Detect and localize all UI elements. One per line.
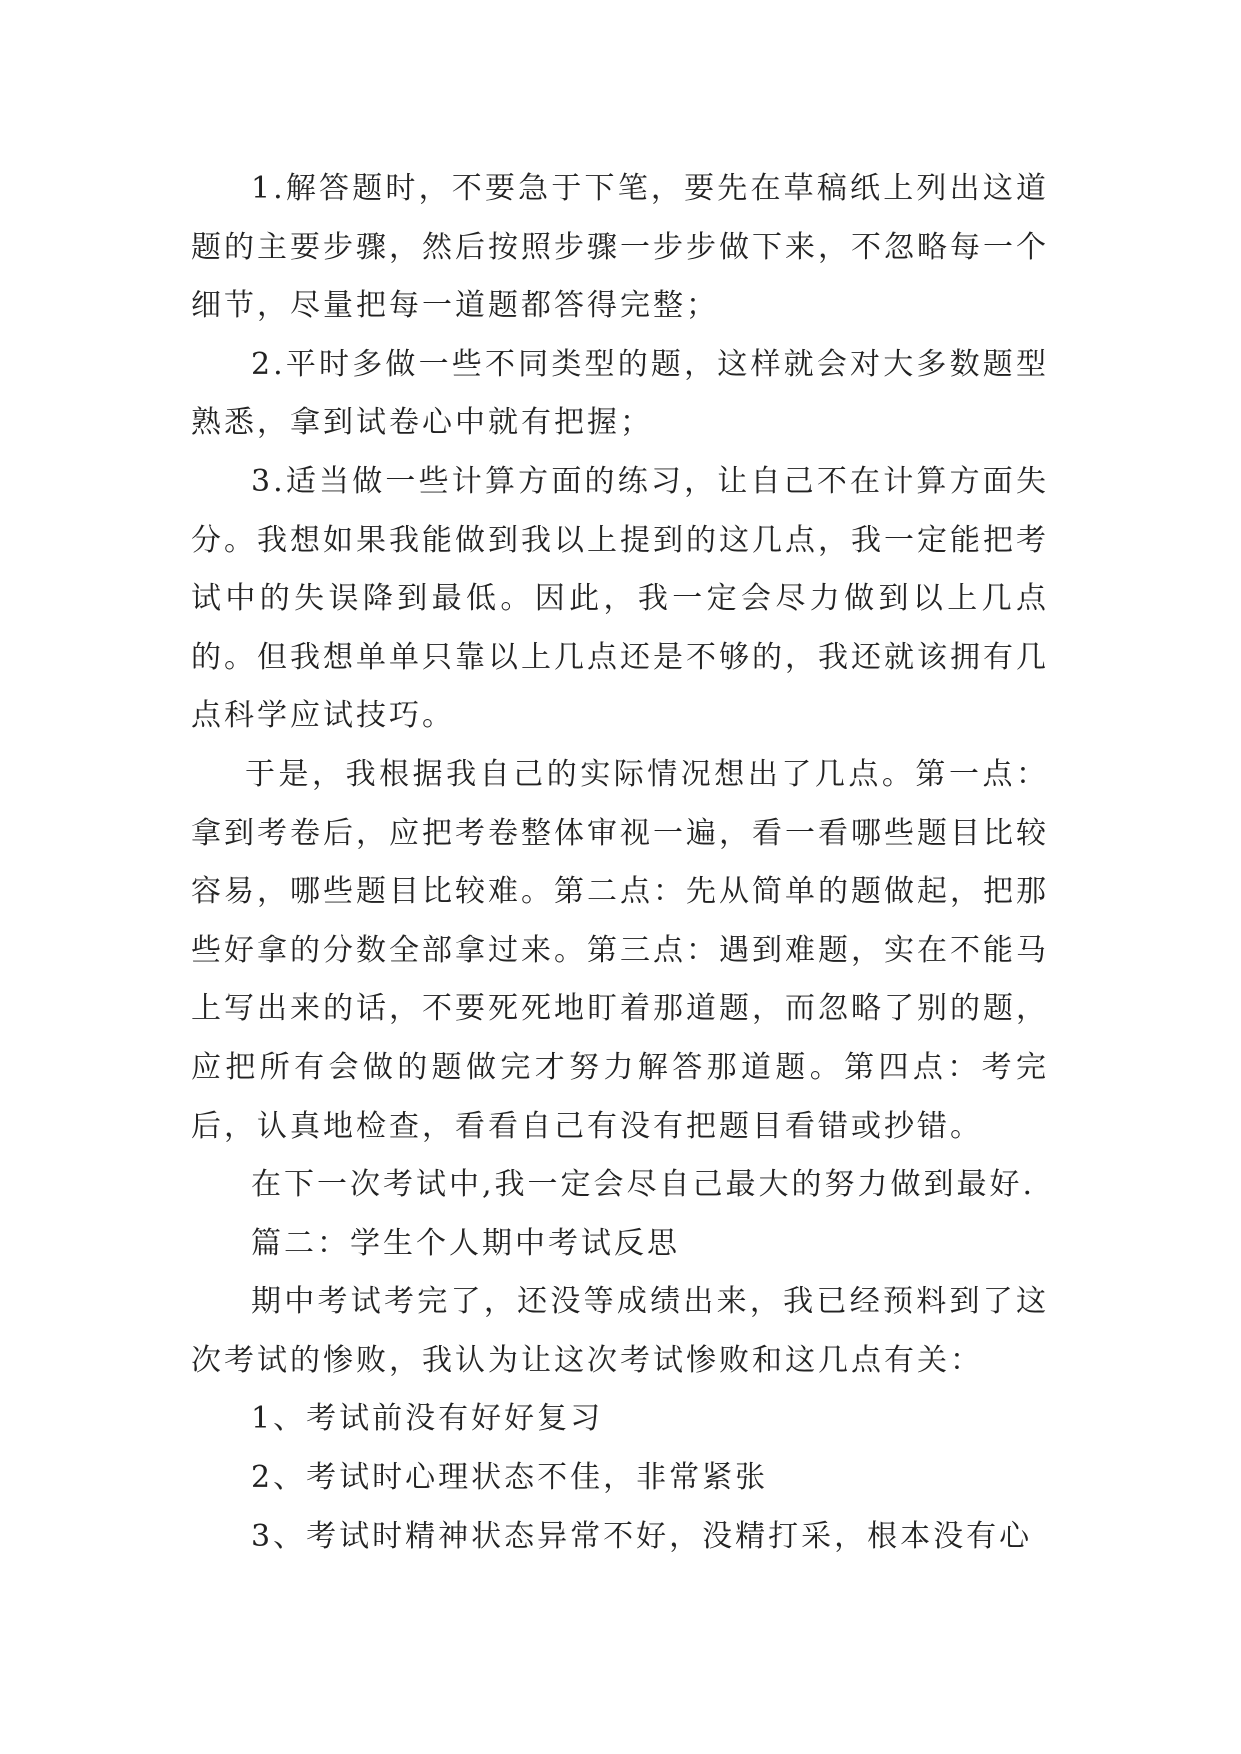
section-heading: 篇二：学生个人期中考试反思 <box>251 1225 680 1261</box>
paragraph-5: 在下一次考试中,我一定会尽自己最大的努力做到最好. <box>251 1167 1036 1203</box>
list-item-1: 1、考试前没有好好复习 <box>251 1401 604 1437</box>
paragraph-6: 期中考试考完了，还没等成绩出来，我已经预料到了这次考试的惨败，我认为让这次考试惨败和这几点有关： <box>191 1284 1049 1378</box>
paragraph-3: 3.适当做一些计算方面的练习，让自己不在计算方面失分。我想如果我能做到我以上提到的这几点，我一定能把考试中的失误降到最低。因此，我一定会尽力做到以上几点的。但我想单单只靠以上几点还是不够的，我还就该拥有几点科学应试技巧。 <box>191 463 1049 734</box>
list-item-3: 3、考试时精神状态异常不好，没精打采，根本没有心 <box>251 1518 1033 1554</box>
paragraph-2: 2.平时多做一些不同类型的题，这样就会对大多数题型熟悉，拿到试卷心中就有把握； <box>191 346 1049 441</box>
document-body <box>191 160 1049 1566</box>
paragraph-1: 1.解答题时，不要急于下笔，要先在草稿纸上列出这道题的主要步骤，然后按照步骤一步步做下来，不忽略每一个细节，尽量把每一道题都答得完整； <box>191 171 1049 324</box>
list-item-2: 2、考试时心理状态不佳，非常紧张 <box>251 1460 769 1496</box>
paragraph-4: 于是，我根据我自己的实际情况想出了几点。第一点：拿到考卷后，应把考卷整体审视一遍，看一看哪些题目比较容易，哪些题目比较难。第二点：先从简单的题做起，把那些好拿的分数全部拿过来。第三点：遇到难题，实在不能马上写出来的话，不要死死地盯着那道题，而忽略了别的题，应把所有会做的题做完才努力解答那道题。第四点：考完后，认真地检查，看看自己有没有把题目看错或抄错。 <box>191 756 1049 1144</box>
